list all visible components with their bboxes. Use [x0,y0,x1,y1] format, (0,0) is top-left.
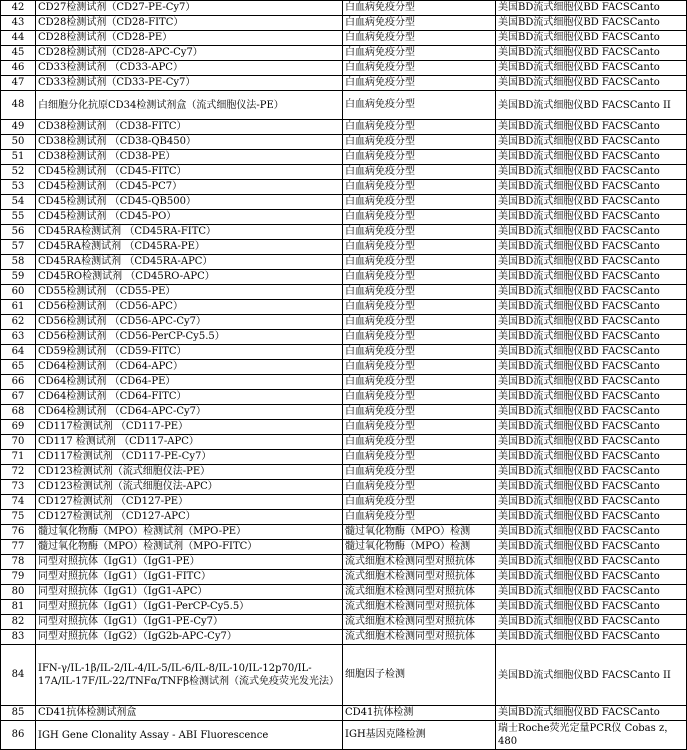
instrument-cell: 美国BD流式细胞仪BD FACSCanto [496,180,687,195]
usage-cell: 白血病免疫分型 [343,495,496,510]
row-number-cell: 63 [1,330,36,345]
instrument-cell: 美国BD流式细胞仪BD FACSCanto [496,255,687,270]
usage-cell: 白血病免疫分型 [343,180,496,195]
row-number-cell: 76 [1,525,36,540]
reagent-name-cell: CD28检测试剂（CD28-PE） [36,31,343,46]
reagent-name-cell: CD117检测试剂 （CD117-PE-Cy7） [36,450,343,465]
row-number-cell: 47 [1,76,36,91]
reagent-name-cell: 同型对照抗体（IgG1）（IgG1-PE） [36,555,343,570]
usage-cell: 白血病免疫分型 [343,120,496,135]
reagent-name-cell: CD45检测试剂 （CD45-FITC） [36,165,343,180]
table-row [1,210,687,225]
usage-cell: 白血病免疫分型 [343,465,496,480]
reagent-name-cell: CD127检测试剂 （CD127-PE） [36,495,343,510]
usage-cell: 流式细胞术检测同型对照抗体 [343,615,496,630]
usage-cell: 白血病免疫分型 [343,195,496,210]
usage-cell: 白血病免疫分型 [343,345,496,360]
row-number-cell: 45 [1,46,36,61]
instrument-cell: 美国BD流式细胞仪BD FACSCanto [496,390,687,405]
row-number-cell: 67 [1,390,36,405]
reagent-name-cell: CD45检测试剂 （CD45-QB500） [36,195,343,210]
row-number-cell: 74 [1,495,36,510]
table-row [1,16,687,31]
table-row [1,435,687,450]
table-row [1,570,687,585]
usage-cell: 流式细胞术检测同型对照抗体 [343,585,496,600]
reagent-name-cell: CD56检测试剂 （CD56-PerCP-Cy5.5） [36,330,343,345]
reagent-name-cell: CD123检测试剂（流式细胞仪法-APC） [36,480,343,495]
instrument-cell: 美国BD流式细胞仪BD FACSCanto [496,706,687,721]
usage-cell: 细胞因子检测 [343,645,496,706]
table-row [1,405,687,420]
instrument-cell: 美国BD流式细胞仪BD FACSCanto [496,630,687,645]
instrument-cell: 美国BD流式细胞仪BD FACSCanto [496,375,687,390]
usage-cell: 白血病免疫分型 [343,360,496,375]
reagent-name-cell: 同型对照抗体（IgG1）（IgG1-PerCP-Cy5.5） [36,600,343,615]
usage-cell: 白血病免疫分型 [343,61,496,76]
instrument-cell: 美国BD流式细胞仪BD FACSCanto [496,615,687,630]
usage-cell: 流式细胞术检测同型对照抗体 [343,570,496,585]
usage-cell: 白血病免疫分型 [343,1,496,16]
instrument-cell: 美国BD流式细胞仪BD FACSCanto [496,76,687,91]
usage-cell: 白血病免疫分型 [343,210,496,225]
table-row [1,240,687,255]
reagent-name-cell: CD33检测试剂 （CD33-APC） [36,61,343,76]
table-row [1,585,687,600]
reagent-name-cell: CD45检测试剂 （CD45-PO） [36,210,343,225]
row-number-cell: 84 [1,645,36,706]
table-row [1,600,687,615]
instrument-cell: 美国BD流式细胞仪BD FACSCanto [496,555,687,570]
row-number-cell: 55 [1,210,36,225]
instrument-cell: 美国BD流式细胞仪BD FACSCanto [496,450,687,465]
reagent-name-cell: CD38检测试剂 （CD38-PE） [36,150,343,165]
table-row [1,450,687,465]
row-number-cell: 46 [1,61,36,76]
reagent-name-cell: CD127检测试剂 （CD127-APC） [36,510,343,525]
instrument-cell: 美国BD流式细胞仪BD FACSCanto [496,405,687,420]
instrument-cell: 美国BD流式细胞仪BD FACSCanto [496,240,687,255]
instrument-cell: 美国BD流式细胞仪BD FACSCanto [496,225,687,240]
row-number-cell: 65 [1,360,36,375]
usage-cell: 白血病免疫分型 [343,420,496,435]
table-row [1,510,687,525]
instrument-cell: 美国BD流式细胞仪BD FACSCanto [496,210,687,225]
instrument-cell: 美国BD流式细胞仪BD FACSCanto [496,300,687,315]
row-number-cell: 75 [1,510,36,525]
reagent-name-cell: CD117检测试剂 （CD117-PE） [36,420,343,435]
row-number-cell: 81 [1,600,36,615]
row-number-cell: 49 [1,120,36,135]
table-row [1,525,687,540]
reagent-name-cell: CD38检测试剂 （CD38-QB450） [36,135,343,150]
instrument-cell: 美国BD流式细胞仪BD FACSCanto [496,435,687,450]
row-number-cell: 79 [1,570,36,585]
usage-cell: 白血病免疫分型 [343,285,496,300]
instrument-cell: 美国BD流式细胞仪BD FACSCanto [496,135,687,150]
reagent-name-cell: CD45RA检测试剂 （CD45RA-FITC） [36,225,343,240]
reagent-name-cell: CD55检测试剂 （CD55-PE） [36,285,343,300]
instrument-cell: 美国BD流式细胞仪BD FACSCanto II [496,91,687,120]
instrument-cell: 美国BD流式细胞仪BD FACSCanto [496,480,687,495]
usage-cell: 白血病免疫分型 [343,450,496,465]
reagent-name-cell: CD27检测试剂（CD27-PE-Cy7） [36,1,343,16]
table-row [1,91,687,120]
reagent-name-cell: IGH Gene Clonality Assay - ABI Fluorescence [36,721,343,750]
usage-cell: 白血病免疫分型 [343,390,496,405]
usage-cell: CD41抗体检测 [343,706,496,721]
row-number-cell: 68 [1,405,36,420]
table-row [1,630,687,645]
table-row [1,225,687,240]
instrument-cell: 美国BD流式细胞仪BD FACSCanto [496,345,687,360]
usage-cell: 白血病免疫分型 [343,330,496,345]
table-row [1,645,687,706]
reagent-name-cell: CD45RO检测试剂 （CD45RO-APC） [36,270,343,285]
row-number-cell: 62 [1,315,36,330]
usage-cell: 白血病免疫分型 [343,46,496,61]
row-number-cell: 71 [1,450,36,465]
usage-cell: 髓过氧化物酶（MPO）检测 [343,540,496,555]
row-number-cell: 56 [1,225,36,240]
table-row [1,31,687,46]
reagent-table-body [1,1,687,750]
row-number-cell: 73 [1,480,36,495]
reagent-name-cell: CD56检测试剂 （CD56-APC） [36,300,343,315]
table-row [1,540,687,555]
usage-cell: 白血病免疫分型 [343,150,496,165]
usage-cell: 白血病免疫分型 [343,76,496,91]
usage-cell: 白血病免疫分型 [343,270,496,285]
usage-cell: 白血病免疫分型 [343,135,496,150]
table-row [1,46,687,61]
row-number-cell: 77 [1,540,36,555]
usage-cell: 白血病免疫分型 [343,510,496,525]
table-row [1,495,687,510]
usage-cell: 白血病免疫分型 [343,165,496,180]
usage-cell: 白血病免疫分型 [343,31,496,46]
instrument-cell: 美国BD流式细胞仪BD FACSCanto [496,61,687,76]
usage-cell: 流式细胞术检测同型对照抗体 [343,600,496,615]
instrument-cell: 美国BD流式细胞仪BD FACSCanto [496,270,687,285]
instrument-cell: 美国BD流式细胞仪BD FACSCanto [496,31,687,46]
row-number-cell: 78 [1,555,36,570]
row-number-cell: 86 [1,721,36,750]
table-row [1,150,687,165]
usage-cell: 白血病免疫分型 [343,435,496,450]
reagent-name-cell: CD45检测试剂 （CD45-PC7） [36,180,343,195]
table-row [1,165,687,180]
usage-cell: 白血病免疫分型 [343,225,496,240]
table-row [1,61,687,76]
table-row [1,615,687,630]
table-row [1,360,687,375]
row-number-cell: 82 [1,615,36,630]
reagent-name-cell: CD59检测试剂 （CD59-FITC） [36,345,343,360]
usage-cell: 白血病免疫分型 [343,405,496,420]
row-number-cell: 44 [1,31,36,46]
usage-cell: 白血病免疫分型 [343,91,496,120]
reagent-name-cell: IFN-γ/IL-1β/IL-2/IL-4/IL-5/IL-6/IL-8/IL-10/IL-12p70/IL-17A/IL-17F/IL-22/TNFα/TNFβ检测试剂（流式免疫荧光发光法） [36,645,343,706]
reagent-name-cell: CD56检测试剂 （CD56-APC-Cy7） [36,315,343,330]
row-number-cell: 50 [1,135,36,150]
reagent-name-cell: 同型对照抗体（IgG2）（IgG2b-APC-Cy7） [36,630,343,645]
reagent-name-cell: 髓过氧化物酶（MPO）检测试剂（MPO-PE） [36,525,343,540]
usage-cell: 白血病免疫分型 [343,16,496,31]
reagent-name-cell: CD45RA检测试剂 （CD45RA-APC） [36,255,343,270]
instrument-cell: 美国BD流式细胞仪BD FACSCanto [496,195,687,210]
usage-cell: 髓过氧化物酶（MPO）检测 [343,525,496,540]
row-number-cell: 83 [1,630,36,645]
reagent-name-cell: 髓过氧化物酶（MPO）检测试剂（MPO-FITC） [36,540,343,555]
instrument-cell: 美国BD流式细胞仪BD FACSCanto [496,525,687,540]
row-number-cell: 43 [1,16,36,31]
table-row [1,345,687,360]
row-number-cell: 60 [1,285,36,300]
table-row [1,330,687,345]
table-row [1,721,687,750]
instrument-cell: 美国BD流式细胞仪BD FACSCanto II [496,645,687,706]
row-number-cell: 52 [1,165,36,180]
table-row [1,180,687,195]
row-number-cell: 85 [1,706,36,721]
usage-cell: 白血病免疫分型 [343,480,496,495]
row-number-cell: 69 [1,420,36,435]
row-number-cell: 64 [1,345,36,360]
table-row [1,195,687,210]
table-row [1,390,687,405]
reagent-name-cell: CD123检测试剂（流式细胞仪法-PE） [36,465,343,480]
reagent-name-cell: CD38检测试剂 （CD38-FITC） [36,120,343,135]
reagent-name-cell: CD64检测试剂 （CD64-PE） [36,375,343,390]
reagent-name-cell: 同型对照抗体（IgG1）（IgG1-PE-Cy7） [36,615,343,630]
row-number-cell: 42 [1,1,36,16]
table-row [1,1,687,16]
instrument-cell: 美国BD流式细胞仪BD FACSCanto [496,16,687,31]
instrument-cell: 美国BD流式细胞仪BD FACSCanto [496,540,687,555]
instrument-cell: 美国BD流式细胞仪BD FACSCanto [496,165,687,180]
table-row [1,285,687,300]
instrument-cell: 美国BD流式细胞仪BD FACSCanto [496,510,687,525]
usage-cell: 白血病免疫分型 [343,240,496,255]
usage-cell: 白血病免疫分型 [343,315,496,330]
instrument-cell: 瑞士Roche荧光定量PCR仪 Cobas z，480 [496,721,687,750]
table-row [1,270,687,285]
instrument-cell: 美国BD流式细胞仪BD FACSCanto [496,600,687,615]
table-row [1,555,687,570]
reagent-name-cell: CD64检测试剂 （CD64-APC-Cy7） [36,405,343,420]
instrument-cell: 美国BD流式细胞仪BD FACSCanto [496,330,687,345]
table-row [1,706,687,721]
row-number-cell: 61 [1,300,36,315]
row-number-cell: 48 [1,91,36,120]
row-number-cell: 59 [1,270,36,285]
row-number-cell: 70 [1,435,36,450]
instrument-cell: 美国BD流式细胞仪BD FACSCanto [496,570,687,585]
reagent-name-cell: 白细胞分化抗原CD34检测试剂盒（流式细胞仪法-PE） [36,91,343,120]
instrument-cell: 美国BD流式细胞仪BD FACSCanto [496,465,687,480]
instrument-cell: 美国BD流式细胞仪BD FACSCanto [496,585,687,600]
usage-cell: 流式细胞术检测同型对照抗体 [343,630,496,645]
table-row [1,76,687,91]
row-number-cell: 72 [1,465,36,480]
usage-cell: IGH基因克隆检测 [343,721,496,750]
row-number-cell: 53 [1,180,36,195]
instrument-cell: 美国BD流式细胞仪BD FACSCanto [496,315,687,330]
reagent-name-cell: CD64检测试剂 （CD64-APC） [36,360,343,375]
usage-cell: 白血病免疫分型 [343,300,496,315]
reagent-name-cell: CD41抗体检测试剂盒 [36,706,343,721]
table-row [1,420,687,435]
row-number-cell: 58 [1,255,36,270]
instrument-cell: 美国BD流式细胞仪BD FACSCanto [496,360,687,375]
table-row [1,480,687,495]
instrument-cell: 美国BD流式细胞仪BD FACSCanto [496,120,687,135]
row-number-cell: 57 [1,240,36,255]
table-row [1,375,687,390]
table-row [1,255,687,270]
usage-cell: 白血病免疫分型 [343,375,496,390]
instrument-cell: 美国BD流式细胞仪BD FACSCanto [496,285,687,300]
instrument-cell: 美国BD流式细胞仪BD FACSCanto [496,1,687,16]
instrument-cell: 美国BD流式细胞仪BD FACSCanto [496,420,687,435]
table-row [1,300,687,315]
usage-cell: 白血病免疫分型 [343,255,496,270]
row-number-cell: 66 [1,375,36,390]
usage-cell: 流式细胞术检测同型对照抗体 [343,555,496,570]
reagent-name-cell: CD28检测试剂（CD28-FITC） [36,16,343,31]
table-row [1,135,687,150]
table-row [1,120,687,135]
row-number-cell: 80 [1,585,36,600]
instrument-cell: 美国BD流式细胞仪BD FACSCanto [496,46,687,61]
reagent-name-cell: CD28检测试剂（CD28-APC-Cy7） [36,46,343,61]
reagent-name-cell: 同型对照抗体（IgG1）（IgG1-FITC） [36,570,343,585]
reagent-name-cell: CD45RA检测试剂 （CD45RA-PE） [36,240,343,255]
table-row [1,315,687,330]
reagent-name-cell: 同型对照抗体（IgG1）（IgG1-APC） [36,585,343,600]
reagent-name-cell: CD64检测试剂 （CD64-FITC） [36,390,343,405]
row-number-cell: 51 [1,150,36,165]
reagent-name-cell: CD117 检测试剂 （CD117-APC） [36,435,343,450]
instrument-cell: 美国BD流式细胞仪BD FACSCanto [496,495,687,510]
table-row [1,465,687,480]
reagent-name-cell: CD33检测试剂（CD33-PE-Cy7） [36,76,343,91]
row-number-cell: 54 [1,195,36,210]
instrument-cell: 美国BD流式细胞仪BD FACSCanto [496,150,687,165]
